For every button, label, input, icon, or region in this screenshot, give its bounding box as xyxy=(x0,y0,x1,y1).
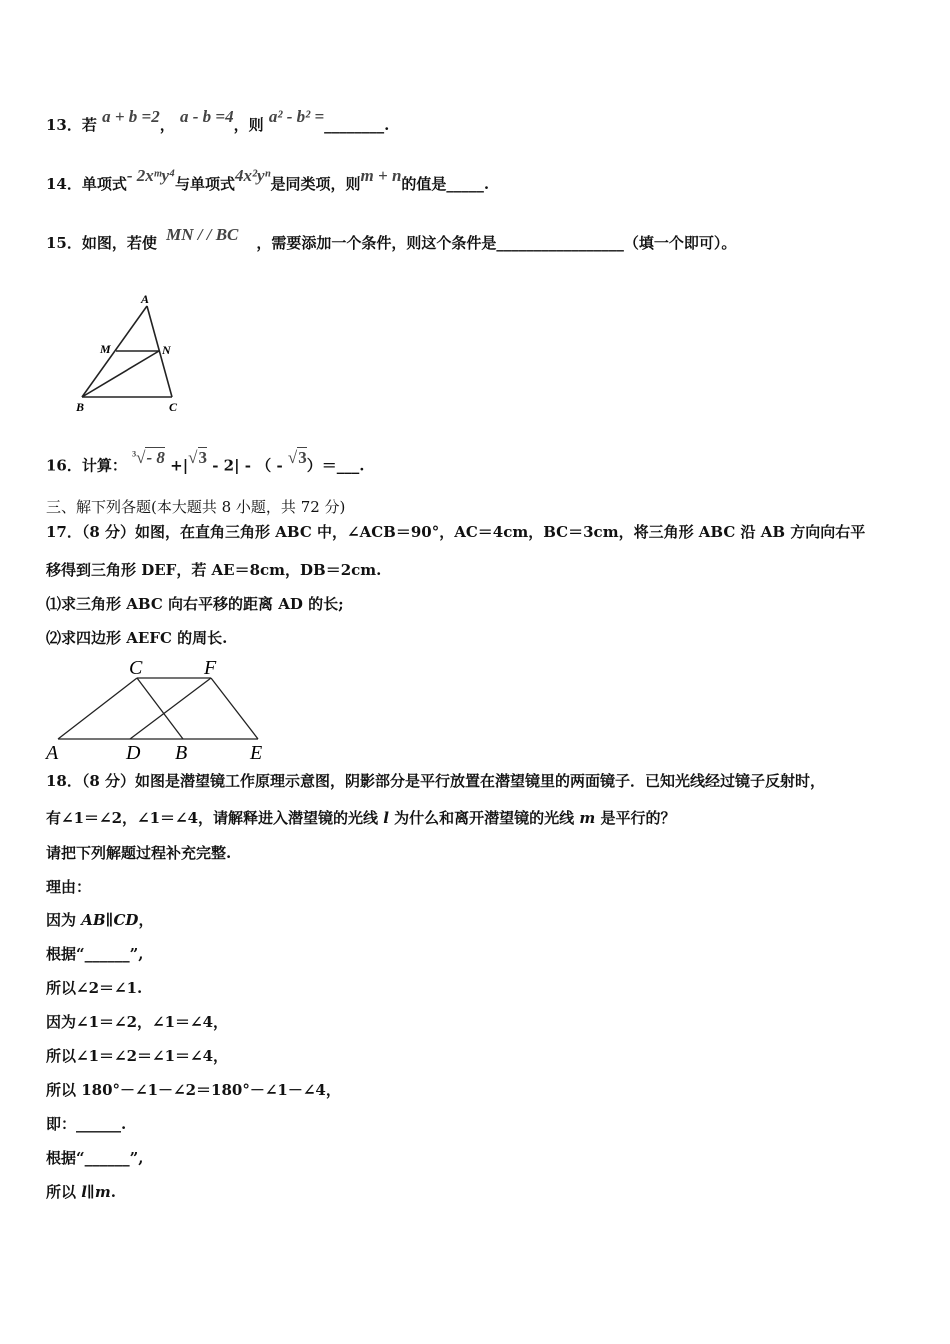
step-9-end: . xyxy=(110,1183,116,1201)
step-6: 所以 180°－∠1－∠2＝180°－∠1－∠4， xyxy=(46,1081,341,1099)
step-8[interactable]: 根据“______”, xyxy=(46,1149,144,1167)
q14-expr: m + n xyxy=(360,166,402,185)
q14-text-3: 是同类项，则 xyxy=(270,175,361,193)
question-13 xyxy=(46,107,390,135)
label-E: E xyxy=(250,742,263,764)
step-1-text: 因为 xyxy=(46,911,82,929)
step-5: 所以∠1＝∠2＝∠1＝∠4， xyxy=(46,1047,229,1065)
figure-17-translation xyxy=(40,655,280,765)
cube-root: $^3$√- 8 xyxy=(132,447,165,467)
question-18-line-1: 18．（8 分）如图是潜望镜工作原理示意图，阴影部分是平行放置在潜望镜里的两面镜子．已知光线经过镜子反射时， xyxy=(46,772,826,790)
q15-text-3: （填一个即可）。 xyxy=(623,234,737,252)
step-9 xyxy=(46,1182,116,1202)
answer-blank[interactable]: ________ xyxy=(324,116,385,134)
var-l: l xyxy=(383,809,389,827)
question-17-line-1: 17．（8 分）如图，在直角三角形 ABC 中，∠ACB＝90°，AC＝4cm，BC＝3cm，将三角形 ABC 沿 AB 方向向右平 xyxy=(46,523,866,541)
q14-monomial-2: 4x²yⁿ xyxy=(234,166,271,185)
q18-text-b: 为什么和离开潜望镜的光线 xyxy=(388,809,580,827)
section-heading: 三、解下列各题(本大题共 8 小题，共 72 分) xyxy=(46,498,346,516)
q13-expr-diff: a - b =4 xyxy=(180,107,234,126)
q15-text-1: 如图，若使 xyxy=(81,234,157,252)
label-A: A xyxy=(141,292,150,306)
radicand: 3 xyxy=(198,447,207,467)
q14-end: . xyxy=(483,175,490,193)
label-B: B xyxy=(76,400,85,414)
figure-15-triangle xyxy=(70,288,190,416)
label-C: C xyxy=(129,657,143,679)
question-18-line-2 xyxy=(46,808,676,828)
label-A: A xyxy=(46,742,59,764)
radicand: - 8 xyxy=(146,447,165,467)
reason-label: 理由： xyxy=(46,878,92,896)
q16-text-2: +| xyxy=(170,456,189,475)
label-N: N xyxy=(162,343,171,357)
question-17-line-2: 移得到三角形 DEF，若 AE＝8cm，DB＝2cm. xyxy=(46,561,382,579)
radicand: 3 xyxy=(298,447,307,467)
answer-blank[interactable]: _________________ xyxy=(496,234,624,252)
square-root: √3 xyxy=(188,447,207,467)
step-1-math: AB∥CD xyxy=(81,911,139,929)
answer-blank[interactable]: ___ xyxy=(336,456,360,475)
step-4: 因为∠1＝∠2，∠1＝∠4， xyxy=(46,1013,229,1031)
q14-monomial-1: - 2xᵐy⁴ xyxy=(126,166,175,185)
step-1-end: ， xyxy=(138,911,154,929)
q16-text-3: - 2| - （ - xyxy=(207,456,283,475)
label-M: M xyxy=(100,342,111,356)
step-3: 所以∠2＝∠1. xyxy=(46,979,143,997)
step-9-math: l∥m xyxy=(81,1183,111,1201)
question-15 xyxy=(46,225,737,253)
question-number: 14． xyxy=(46,175,82,193)
label-D: D xyxy=(126,742,141,764)
q14-text-4: 的值是 xyxy=(401,175,447,193)
question-17-part-1: ⑴求三角形 ABC 向右平移的距离 AD 的长; xyxy=(46,595,344,613)
label-C: C xyxy=(169,400,178,414)
var-m: m xyxy=(579,809,596,827)
q16-end: . xyxy=(359,456,365,475)
q15-text-2: ，需要添加一个条件，则这个条件是 xyxy=(256,234,497,252)
step-1 xyxy=(46,910,153,930)
q16-text-4: ）＝ xyxy=(306,456,337,475)
question-18-instruction: 请把下列解题过程补充完整. xyxy=(46,844,232,862)
q16-text-1: 计算： xyxy=(81,456,127,475)
question-number: 15． xyxy=(46,234,82,252)
q14-text-1: 单项式 xyxy=(81,175,127,193)
q14-text-2: 与单项式 xyxy=(174,175,235,193)
q13-then: ，则 xyxy=(233,116,264,134)
label-F: F xyxy=(204,657,217,679)
square-root: √3 xyxy=(287,447,307,467)
q13-expr-target: a² - b² = xyxy=(268,107,325,126)
step-7[interactable]: 即：______. xyxy=(46,1115,127,1133)
question-16 xyxy=(46,447,365,476)
question-17-part-2: ⑵求四边形 AEFC 的周长. xyxy=(46,629,228,647)
q13-sep: ， xyxy=(159,116,175,134)
q15-condition: MN / / BC xyxy=(166,225,239,244)
q13-text: 若 xyxy=(81,116,97,134)
step-2[interactable]: 根据“______”, xyxy=(46,945,144,963)
q18-text-a: 有∠1＝∠2，∠1＝∠4，请解释进入潜望镜的光线 xyxy=(46,809,384,827)
answer-blank[interactable]: _____ xyxy=(446,175,484,193)
q13-end: . xyxy=(384,116,390,134)
question-14 xyxy=(46,166,490,194)
q13-expr-sum: a + b =2 xyxy=(102,107,160,126)
question-number: 13． xyxy=(46,116,82,134)
label-B: B xyxy=(175,742,188,764)
step-9-text: 所以 xyxy=(46,1183,82,1201)
root-index: 3 xyxy=(132,449,137,458)
q18-text-c: 是平行的？ xyxy=(595,809,676,827)
question-number: 16． xyxy=(46,456,82,475)
